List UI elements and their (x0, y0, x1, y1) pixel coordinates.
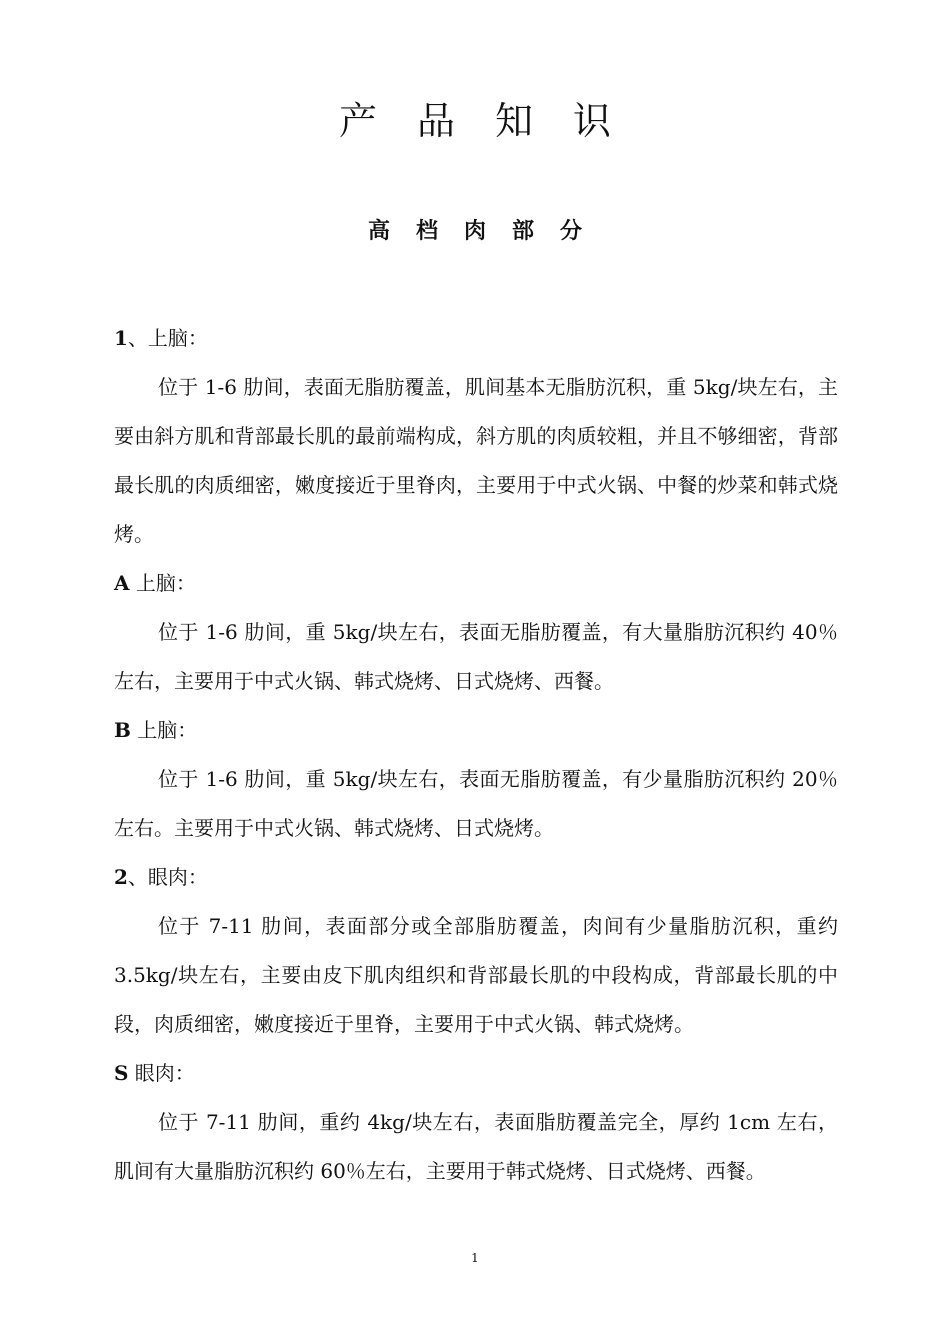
section-number: B (114, 718, 131, 742)
section-paragraph-2-yanrou: 位于 7-11 肋间，表面部分或全部脂肪覆盖，肉间有少量脂肪沉积，重约 3.5kg/块左右，主要由皮下肌肉组织和背部最长肌的中段构成，背部最长肌的中段，肉质细密，嫩度接近于里脊，主要用于中式火锅、韩式烧烤。 (114, 914, 838, 1036)
section-paragraph-1-shangnao: 位于 1-6 肋间，表面无脂肪覆盖，肌间基本无脂肪沉积，重 5kg/块左右，主要由斜方肌和背部最长肌的最前端构成，斜方肌的肉质较粗，并且不够细密，背部最长肌的肉质细密，嫩度接近于里脊肉，主要用于中式火锅、中餐的炒菜和韩式烧烤。 (114, 375, 838, 546)
section-subtitle: 高档肉部分 (367, 219, 608, 244)
section-label: 、上脑： (127, 326, 208, 350)
section-heading-s-yanrou (114, 1049, 838, 1098)
section-heading-2-yanrou (114, 853, 838, 902)
section-heading-b-shangnao (114, 706, 838, 755)
section-paragraph-a-shangnao: 位于 1-6 肋间，重 5kg/块左右，表面无脂肪覆盖，有大量脂肪沉积约 40％左右，主要用于中式火锅、韩式烧烤、日式烧烤、西餐。 (114, 620, 838, 693)
page-number: 1 (471, 1251, 479, 1265)
section-number: A (114, 571, 130, 595)
page-title: 产品知识 (338, 99, 651, 143)
section-number: S (114, 1061, 129, 1085)
section-heading-a-shangnao (114, 559, 838, 608)
section-paragraph-b-shangnao: 位于 1-6 肋间，重 5kg/块左右，表面无脂肪覆盖，有少量脂肪沉积约 20％左右。主要用于中式火锅、韩式烧烤、日式烧烤。 (114, 767, 838, 840)
section-paragraph-s-yanrou: 位于 7-11 肋间，重约 4kg/块左右，表面脂肪覆盖完全，厚约 1cm 左右，肌间有大量脂肪沉积约 60％左右，主要用于韩式烧烤、日式烧烤、西餐。 (114, 1110, 838, 1183)
document-body (114, 314, 838, 1196)
section-number: 2 (114, 865, 128, 889)
section-heading-1-shangnao (114, 314, 838, 363)
section-label: 、眼肉： (127, 865, 208, 889)
section-label: 上脑： (129, 571, 196, 595)
section-number: 1 (114, 326, 128, 350)
section-label: 眼肉： (128, 1061, 195, 1085)
section-label: 上脑： (130, 718, 198, 742)
